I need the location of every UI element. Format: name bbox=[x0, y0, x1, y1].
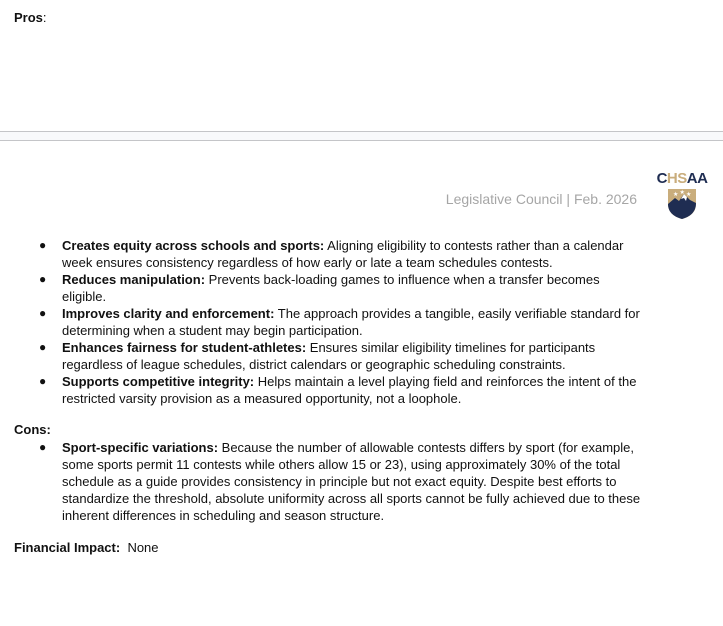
pros-list bbox=[0, 237, 723, 407]
pros-item-text: Helps maintain a level playing field and reinforces the intent of the restricted varsity provision as a measured opportunity, not a loophole. bbox=[62, 374, 637, 406]
header-meta: Legislative Council | Feb. 2026 bbox=[445, 191, 637, 207]
pros-item-text: Prevents back-loading games to influence when a transfer becomes eligible. bbox=[62, 272, 600, 304]
financial-impact bbox=[14, 540, 159, 555]
pros-item-title: Creates equity across schools and sports: bbox=[62, 238, 325, 253]
bullet-icon: ● bbox=[39, 440, 47, 454]
pros-item bbox=[0, 237, 642, 271]
bullet-icon: ● bbox=[39, 374, 47, 388]
pros-item bbox=[0, 305, 642, 339]
svg-text:★: ★ bbox=[673, 191, 679, 198]
cons-heading: Cons: bbox=[14, 422, 51, 437]
logo-text-hs: HS bbox=[666, 170, 687, 187]
bullet-icon: ● bbox=[39, 238, 47, 252]
pros-item-title: Supports competitive integrity: bbox=[62, 374, 255, 389]
bullet-icon: ● bbox=[39, 340, 47, 354]
pros-heading-top bbox=[14, 10, 47, 25]
logo-text-aa: AA bbox=[686, 170, 708, 187]
financial-impact-label: Financial Impact: bbox=[14, 540, 121, 555]
pros-item bbox=[0, 271, 642, 305]
pros-item-text: The approach provides a tangible, easily verifiable standard for determining when a student may begin participation. bbox=[62, 306, 640, 338]
pros-item-title: Reduces manipulation: bbox=[62, 272, 206, 287]
logo-wordmark bbox=[651, 171, 713, 187]
pros-heading-text: Pros bbox=[14, 10, 43, 25]
pros-item bbox=[0, 339, 642, 373]
bullet-icon: ● bbox=[39, 272, 47, 286]
cons-list bbox=[0, 439, 723, 524]
cons-item-title: Sport-specific variations: bbox=[62, 440, 219, 455]
pros-item-text: Aligning eligibility to contests rather than a calendar week ensures consistency regardless of how early or late a team schedules contests. bbox=[62, 238, 624, 270]
cons-item-text: Because the number of allowable contests differs by sport (for example, some sports permit 11 contests while others allow 15 or 23), using approximately 30% of the total schedule as a guide provides consistency in principle but not exact equity. Despite best efforts to standardize the threshold, absolute uniformity across all sports cannot be fully achieved due to these inherent differences in scheduling and season structure. bbox=[62, 440, 641, 523]
financial-impact-value: None bbox=[127, 540, 159, 555]
chsaa-logo bbox=[651, 171, 713, 221]
logo-text-c: C bbox=[656, 170, 667, 187]
pros-item-title: Enhances fairness for student-athletes: bbox=[62, 340, 307, 355]
svg-text:★: ★ bbox=[686, 191, 692, 198]
shield-icon bbox=[667, 188, 697, 220]
svg-text:★: ★ bbox=[679, 189, 685, 196]
pros-item bbox=[0, 373, 642, 407]
bullet-icon: ● bbox=[39, 306, 47, 320]
pros-item-text: Ensures similar eligibility timelines for participants regardless of league schedules, district calendars or geographic scheduling constraints. bbox=[62, 340, 596, 372]
cons-item bbox=[0, 439, 642, 524]
pros-item-title: Improves clarity and enforcement: bbox=[62, 306, 275, 321]
page-break-divider bbox=[0, 131, 723, 141]
pros-heading-colon: : bbox=[42, 10, 47, 25]
